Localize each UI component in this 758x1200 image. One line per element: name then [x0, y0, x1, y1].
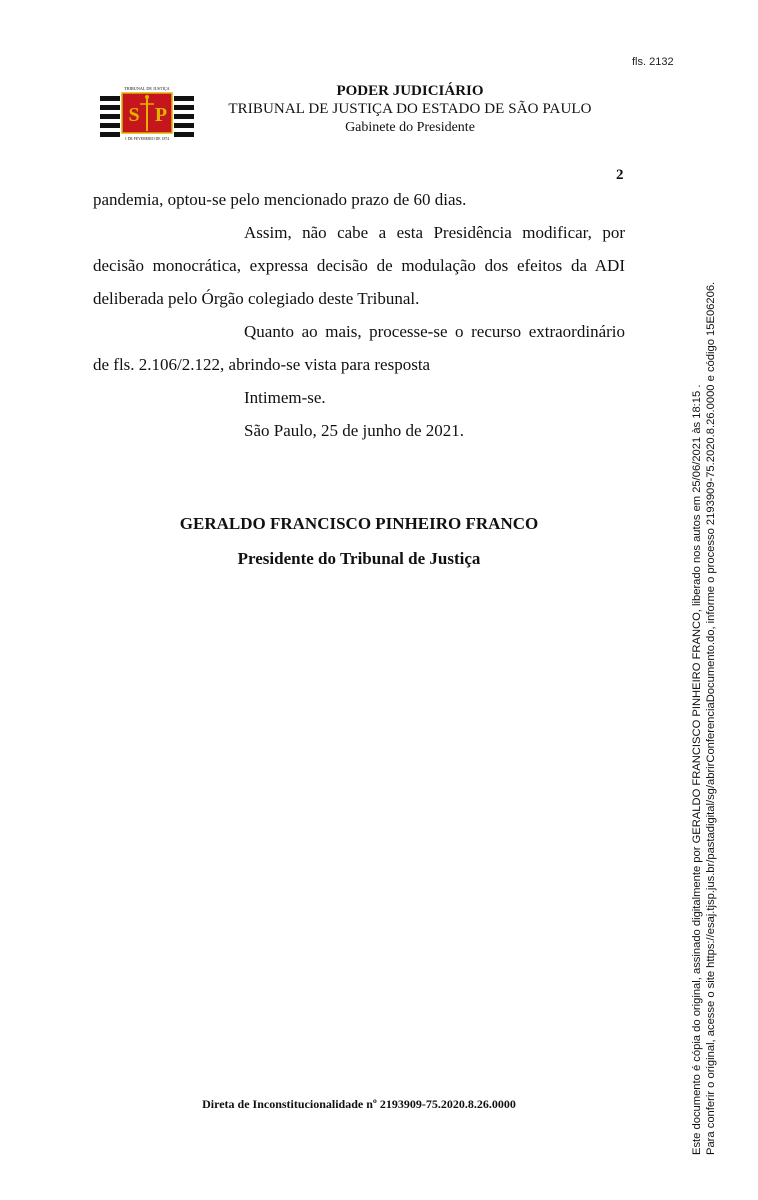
side-note-line-2: Para conferir o original, acesse o site https://esaj.tjsp.jus.br/pastadigital/sg/abrirConferenciaDocumento.do, informe o processo 2193909-75.2020.8.26.0000 e código 15E06206. — [705, 281, 717, 1155]
paragraph-quanto: Quanto ao mais, processe-se o recurso extraordinário de fls. 2.106/2.122, abrindo-se vista para resposta — [93, 322, 625, 374]
page-number: 2 — [616, 167, 624, 183]
svg-text:1 DE FEVEREIRO DE 1874: 1 DE FEVEREIRO DE 1874 — [124, 137, 170, 141]
paragraph-continuation: pandemia, optou-se pelo mencionado prazo de 60 dias. — [93, 190, 467, 209]
signatory-title: Presidente do Tribunal de Justiça — [237, 549, 481, 568]
header-tribunal: TRIBUNAL DE JUSTIÇA DO ESTADO DE SÃO PAULO — [228, 101, 592, 117]
body-text — [93, 183, 625, 447]
digital-signature-note — [690, 205, 718, 1155]
header-gabinete: Gabinete do Presidente — [345, 120, 475, 135]
case-footer: Direta de Inconstitucionalidade nº 2193909-75.2020.8.26.0000 — [202, 1097, 516, 1111]
header-poder-judiciario: PODER JUDICIÁRIO — [336, 83, 484, 99]
svg-text:S: S — [128, 104, 140, 126]
side-note-line-1: Este documento é cópia do original, assinado digitalmente por GERALDO FRANCISCO PINHEIRO FRANCO, liberado nos autos em 25/06/2021 às 18:15 . — [691, 384, 703, 1155]
paragraph-assim: Assim, não cabe a esta Presidência modificar, por decisão monocrática, expressa decisão de modulação dos efeitos da ADI deliberada pelo Órgão colegiado deste Tribunal. — [93, 223, 625, 308]
paragraph-date: São Paulo, 25 de junho de 2021. — [244, 421, 465, 440]
page-reference: fls. 2132 — [632, 56, 674, 68]
paragraph-intimem: Intimem-se. — [244, 388, 326, 407]
signatory-name: GERALDO FRANCISCO PINHEIRO FRANCO — [179, 514, 539, 533]
svg-text:P: P — [154, 104, 168, 126]
svg-text:TRIBUNAL DE JUSTIÇA: TRIBUNAL DE JUSTIÇA — [124, 86, 170, 91]
